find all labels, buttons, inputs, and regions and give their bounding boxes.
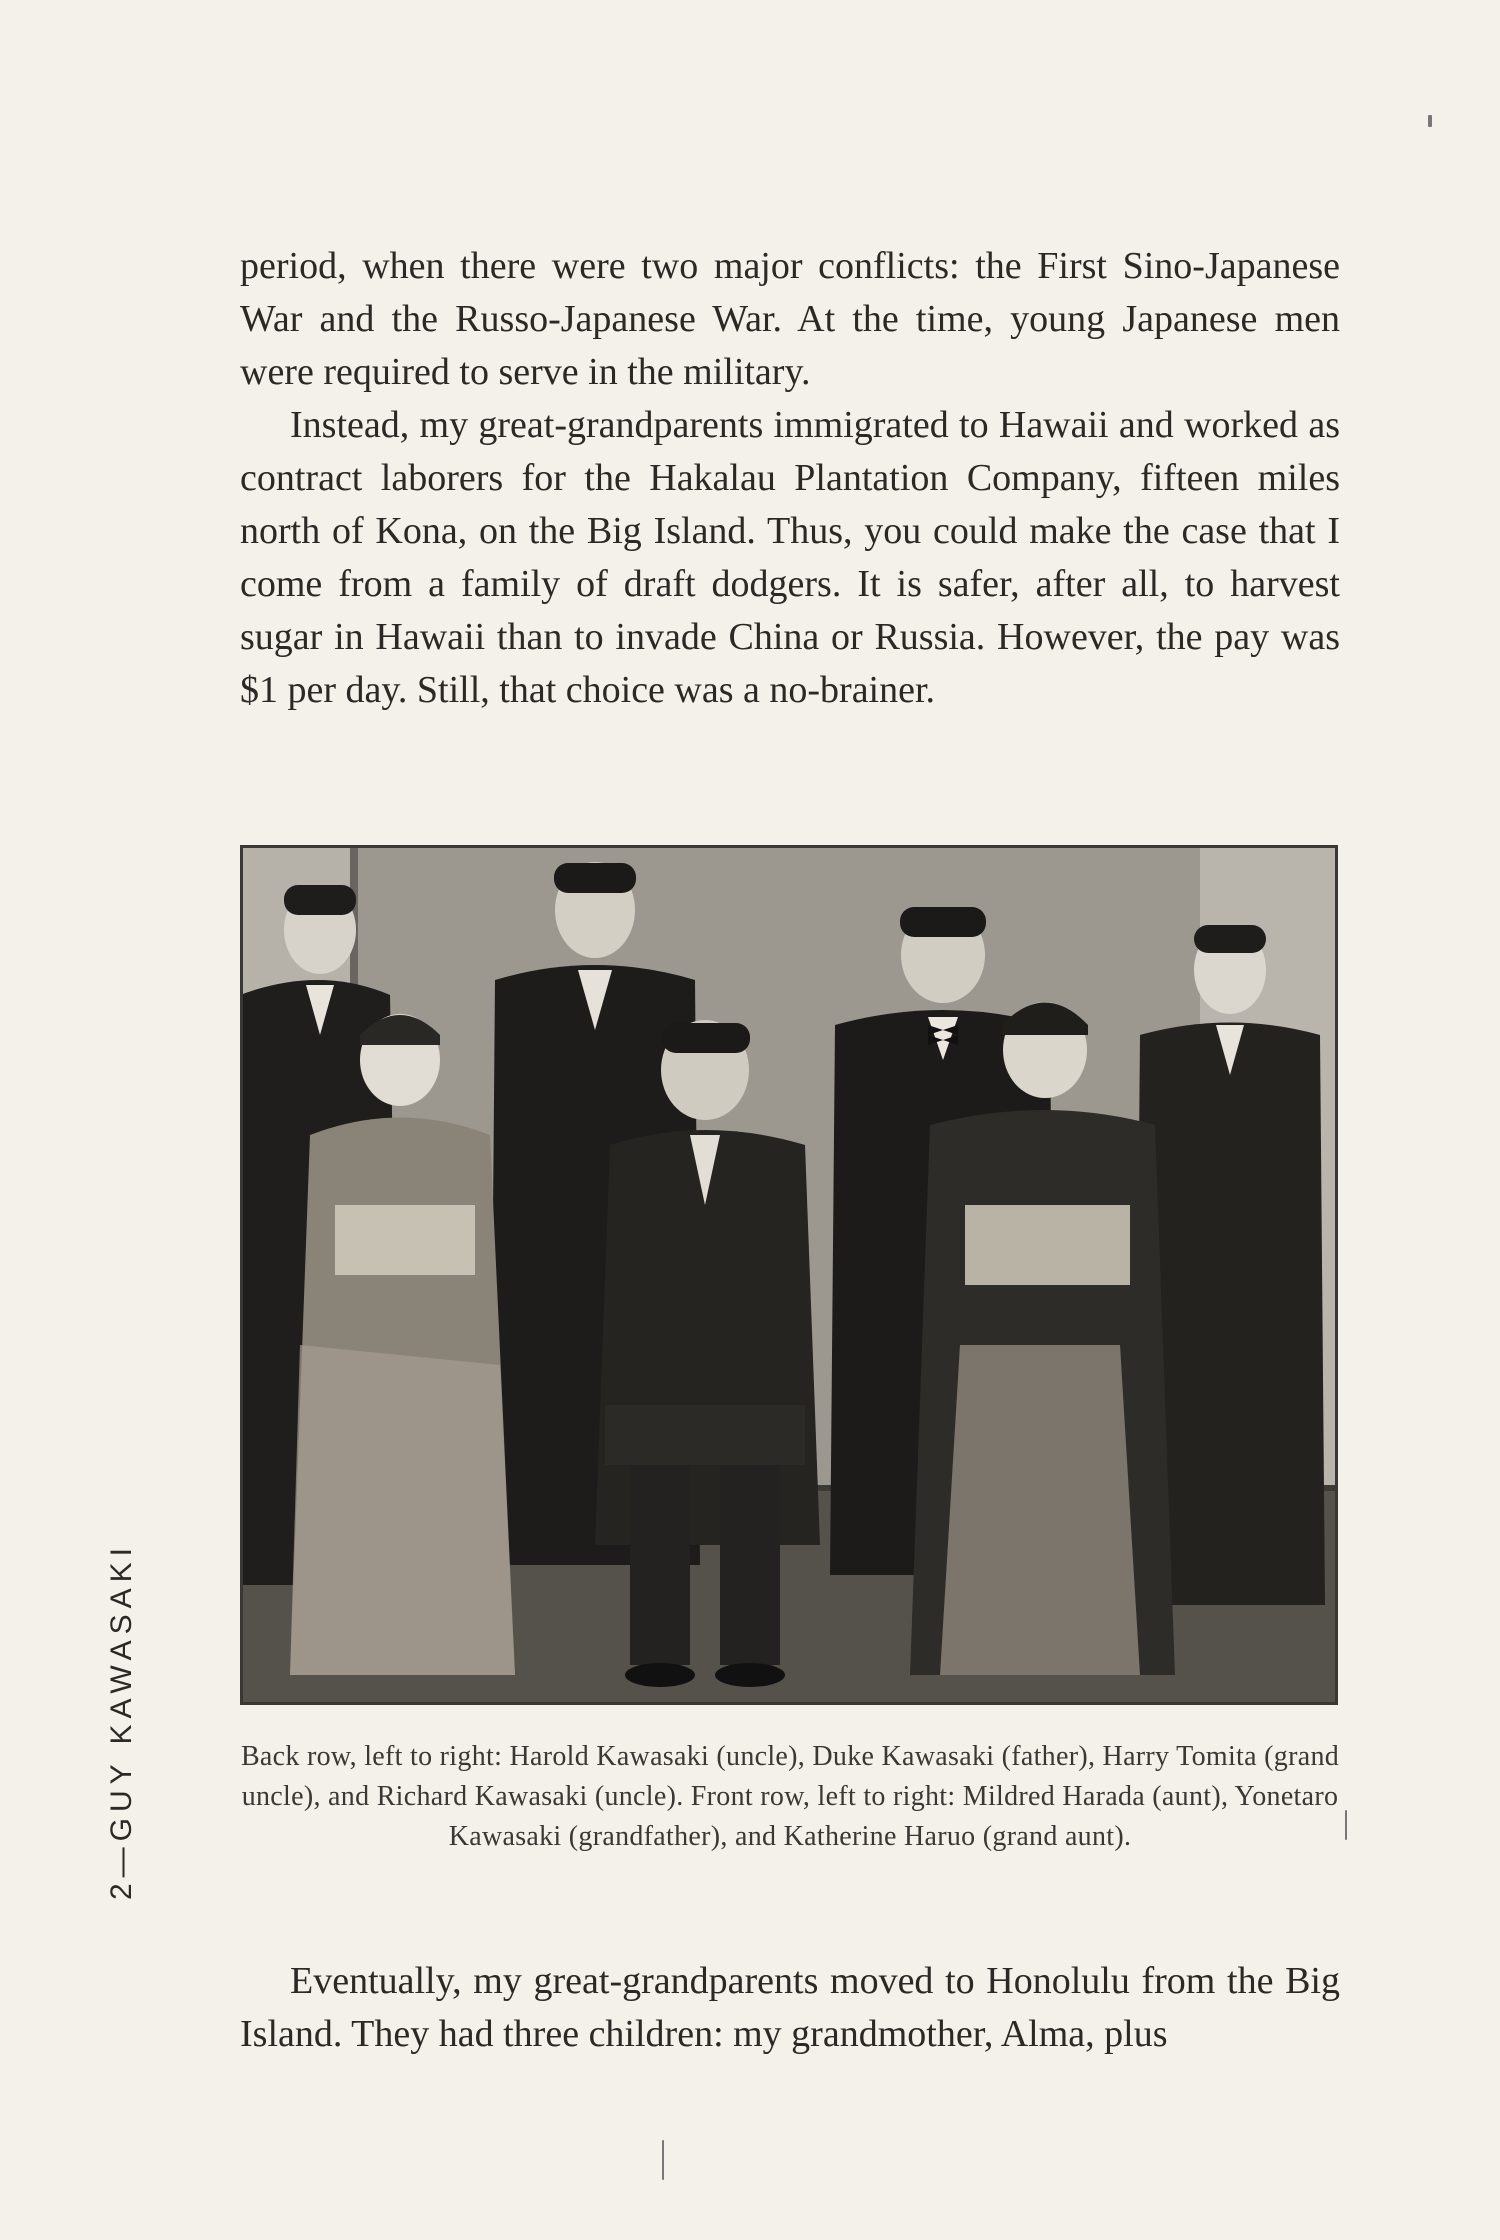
scan-speck [662, 2140, 664, 2180]
paragraph: Instead, my great-grandparents immigrated to Hawaii and worked as contract laborers for the Hakalau Plantation Company, fifteen miles north of Kona, on the Big Island. Thus, you could make the case that I come from a family of draft dodgers. It is safer, after all, to harvest sugar in Hawaii than to invade China or Russia. However, the pay was $1 per day. Still, that choice was a no-brainer. [240, 404, 1340, 711]
body-text-top [240, 240, 1340, 717]
body-text-bottom [240, 1955, 1340, 2061]
family-photograph [240, 845, 1338, 1705]
scan-speck [1345, 1810, 1347, 1840]
paragraph: period, when there were two major conflicts: the First Sino-Japanese War and the Russo-Japanese War. At the time, young Japanese men were required to serve in the military. [240, 245, 1340, 393]
scan-speck [1428, 115, 1432, 127]
running-head: 2—GUY KAWASAKI [105, 1542, 138, 1900]
paragraph: Eventually, my great-grandparents moved to Honolulu from the Big Island. They had three children: my grandmother, Alma, plus [240, 1960, 1340, 2055]
photo-caption: Back row, left to right: Harold Kawasaki (uncle), Duke Kawasaki (father), Harry Tomita (grand uncle), and Richard Kawasaki (uncle). Front row, left to right: Mildred Harada (aunt), Yonetaro Kawasaki (grandfather), and Katherine Haruo (grand aunt). [240, 1741, 1340, 1852]
